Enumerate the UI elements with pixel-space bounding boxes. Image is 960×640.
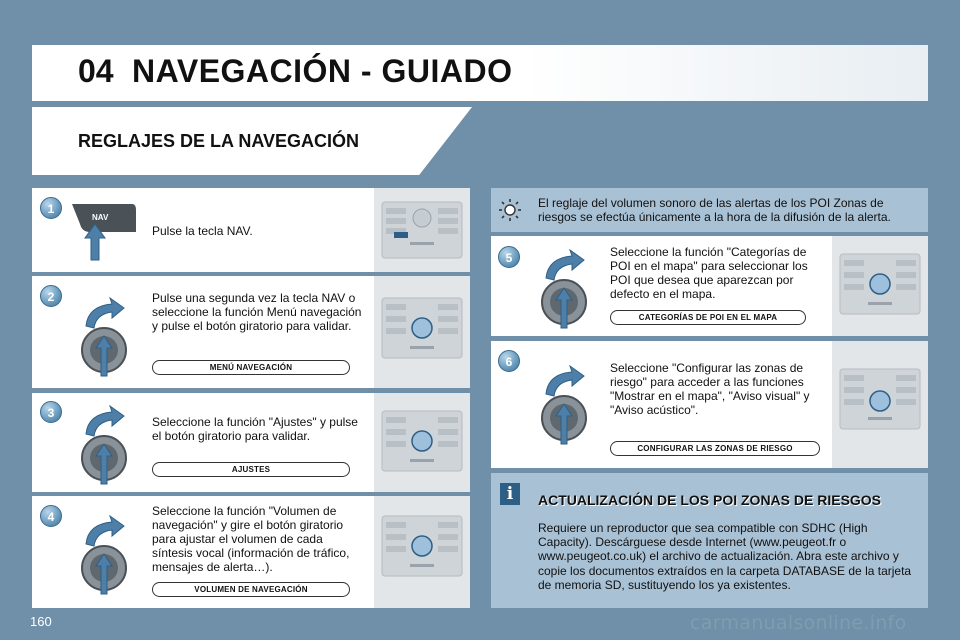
rotary-knob-icon — [78, 510, 130, 596]
radio-console-image — [832, 236, 928, 336]
rotary-knob-icon — [78, 400, 130, 486]
step-3-badge: 3 — [40, 401, 62, 423]
radio-console-image — [374, 276, 470, 388]
menu-label-pill: MENÚ NAVEGACIÓN — [152, 360, 350, 375]
console-photo — [374, 188, 470, 272]
categorias-label-pill: CATEGORÍAS DE POI EN EL MAPA — [610, 310, 806, 325]
radio-console-image — [374, 188, 470, 272]
page-title: NAVEGACIÓN - GUIADO — [132, 53, 513, 89]
step-5-text: Seleccione la función "Categorías de POI en el mapa" para seleccionar los POI que desea que aparezcan por defecto en el mapa. — [610, 245, 808, 301]
step-6-badge: 6 — [498, 350, 520, 372]
radio-console-image — [374, 496, 470, 608]
step-5-badge: 5 — [498, 246, 520, 268]
console-photo — [374, 276, 470, 388]
radio-console-image — [374, 393, 470, 492]
nav-key-label: NAV — [92, 213, 109, 222]
step-4-badge: 4 — [40, 505, 62, 527]
info-icon: i — [500, 483, 520, 505]
note-text: El reglaje del volumen sonoro de las alertas de los POI Zonas de riesgos se efectúa únicamente a la hora de la difusión de la alerta. — [538, 196, 891, 224]
rotary-knob-icon — [538, 244, 590, 330]
step-2-text: Pulse una segunda vez la tecla NAV o seleccione la función Menú navegación y pulse el botón giratorio para validar. — [152, 291, 362, 333]
watermark: carmanualsonline.info — [690, 612, 907, 634]
console-photo — [832, 341, 928, 468]
step-1-badge: 1 — [40, 197, 62, 219]
step-6-text: Seleccione "Configurar las zonas de riesgo" para acceder a las funciones "Mostrar en el mapa", "Aviso visual" y "Aviso acústico". — [610, 361, 810, 417]
step-3-text: Seleccione la función "Ajustes" y pulse el botón giratorio para validar. — [152, 415, 358, 443]
info-body: Requiere un reproductor que sea compatible con SDHC (High Capacity). Descárguese desde Internet (www.peugeot.fr o www.peugeot.co.uk) el archivo de actualización. Abra este archivo y copie los documentos extraídos en la carpeta DATABASE de la tarjeta de memoria SD, sustituyendo los ya existentes. — [538, 521, 912, 592]
step-1-text: Pulse la tecla NAV. — [152, 224, 253, 238]
section-title: REGLAJES DE LA NAVEGACIÓN — [78, 131, 360, 151]
step-2-badge: 2 — [40, 285, 62, 307]
step-4-text: Seleccione la función "Volumen de navegación" y gire el botón giratorio para ajustar el volumen de cada síntesis vocal (información de tráfico, mensajes de alerta…). — [152, 504, 350, 574]
sun-icon — [498, 198, 522, 222]
radio-console-image — [832, 341, 928, 468]
chapter-number: 04 — [78, 53, 114, 89]
info-title: ACTUALIZACIÓN DE LOS POI ZONAS DE RIESGOS — [538, 492, 882, 508]
console-photo — [374, 393, 470, 492]
rotary-knob-icon — [78, 292, 130, 378]
volumen-label-pill: VOLUMEN DE NAVEGACIÓN — [152, 582, 350, 597]
ajustes-label-pill: AJUSTES — [152, 462, 350, 477]
configurar-label-pill: CONFIGURAR LAS ZONAS DE RIESGO — [610, 441, 820, 456]
console-photo — [374, 496, 470, 608]
rotary-knob-icon — [538, 360, 590, 446]
nav-key-icon — [68, 198, 140, 266]
console-photo — [832, 236, 928, 336]
page-number: 160 — [30, 614, 52, 629]
